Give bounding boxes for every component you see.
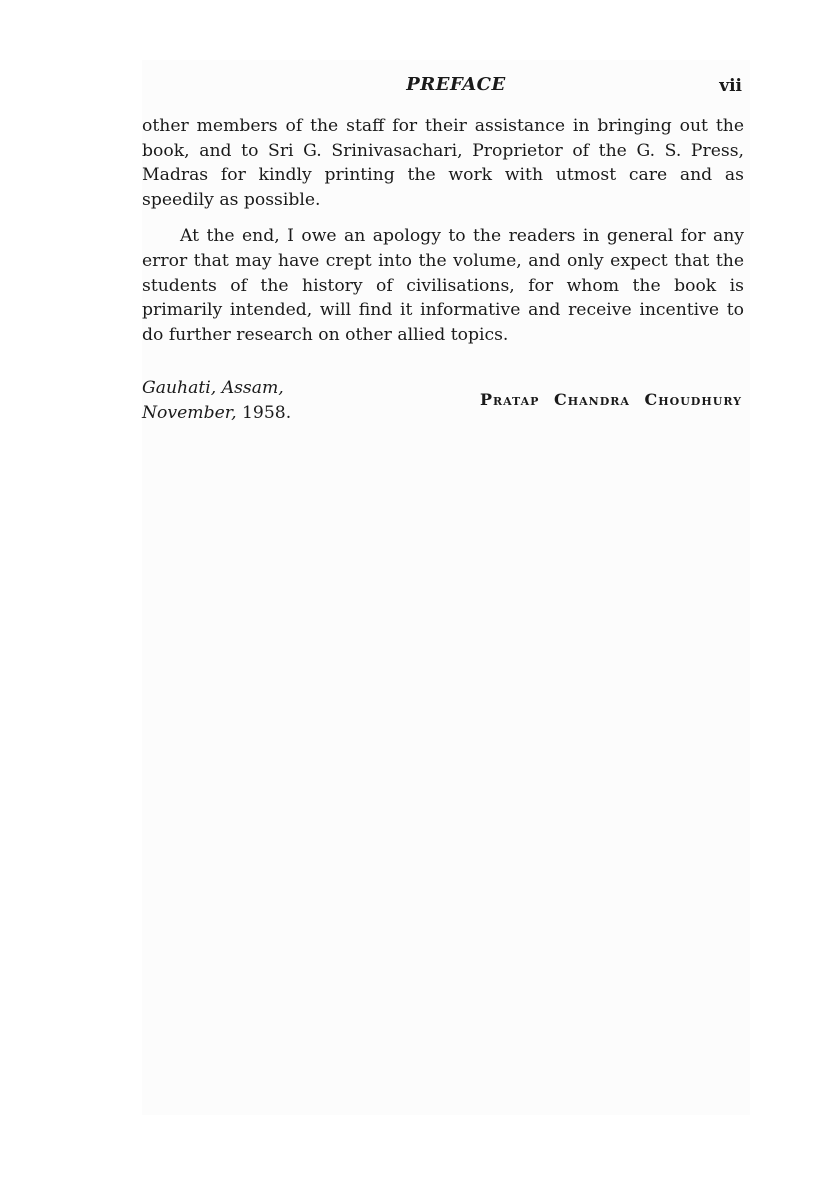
paragraph-apology: At the end, I owe an apology to the readers in general for any error that may have crept into the volume, and only expect that the students of the history of civilisations, for whom the book is primarily intended, will find it informative and receive incentive to do further research on other allied topics.: [142, 226, 744, 345]
signoff-block: [142, 376, 744, 428]
page-title: PREFACE: [406, 74, 506, 95]
author-name: Pratap Chandra Choudhury: [479, 390, 742, 409]
page-number: vii: [719, 76, 742, 96]
date-month: November,: [142, 402, 237, 423]
place-and-date: [142, 376, 291, 425]
paragraph-acknowledgement: other members of the staff for their assistance in bringing out the book, and to Sri G. Srinivasachari, Proprietor of the G. S. Press, Madras for kindly printing the work with utmost care and as speedily as possible.: [142, 116, 744, 210]
preface-body: [142, 114, 744, 347]
date-year: 1958.: [242, 402, 292, 423]
date-line: [142, 401, 291, 426]
running-header: [142, 74, 744, 100]
place-line: Gauhati, Assam,: [142, 378, 284, 398]
